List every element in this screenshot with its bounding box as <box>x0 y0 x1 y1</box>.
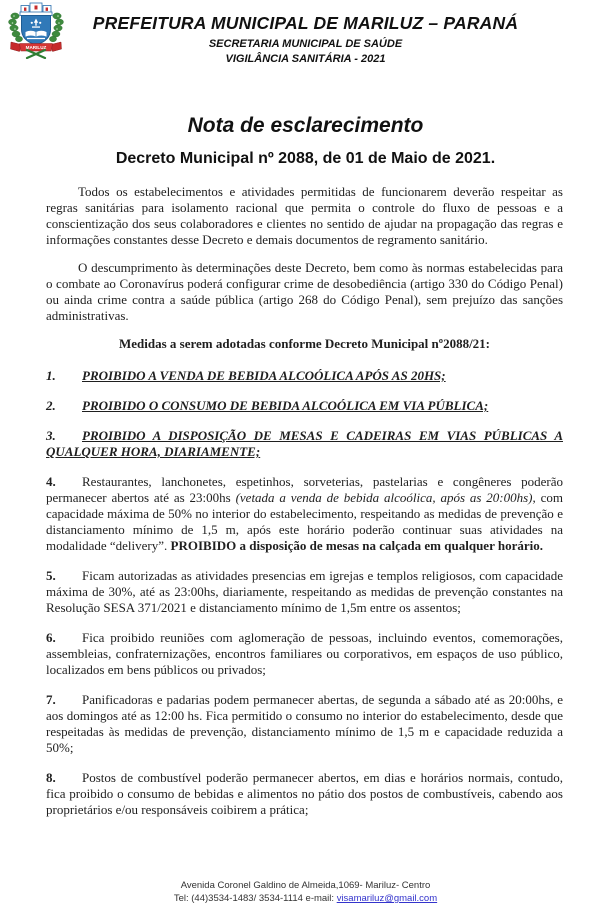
item-number: 1. <box>46 368 56 383</box>
item-number: 6. <box>46 630 56 645</box>
decree-item <box>46 428 563 460</box>
item-number: 2. <box>46 398 56 413</box>
decree-item <box>46 692 563 756</box>
decree-item <box>46 770 563 818</box>
measures-heading: Medidas a serem adotadas conforme Decreto Municipal nº2088/21: <box>118 336 491 351</box>
department: SECRETARIA MUNICIPAL DE SAÚDE <box>208 38 403 50</box>
shield <box>22 16 51 46</box>
letterhead <box>0 0 611 70</box>
org-name: PREFEITURA MUNICIPAL DE MARILUZ – PARANÁ <box>92 13 519 33</box>
letterhead-text <box>0 12 611 66</box>
text-segment: PROIBIDO A DISPOSIÇÃO DE MESAS E CADEIRAS EM VIAS PÚBLICAS A QUALQUER HORA, DIARIAMENTE; <box>46 428 563 459</box>
decree-item <box>46 630 563 678</box>
ribbon-text: MARILUZ <box>25 45 47 50</box>
text-segment: Todos os estabelecimentos e atividades permitidas de funcionarem deverão respeitar as regras sanitárias para isolamento racional que permita o controle do fluxo de pessoas e a conscientização dos seus colaboradores e clientes no sentido de ajudar na propagação das regras e informações constantes desse Decreto e demais documentos de regramento sanitário. <box>46 184 563 247</box>
footer-contact <box>0 892 611 905</box>
item-number: 5. <box>46 568 56 583</box>
item-number: 4. <box>46 474 56 489</box>
text-segment: Ficam autorizadas as atividades presencias em igrejas e templos religiosos, com capacidade máxima de 30%, até as 23:00hs, diariamente, respeitando as medidas de prevenção constantes na Resolução SESA 371/2021 e distanciamento mínimo de 1,5m entre os assentos; <box>46 568 563 615</box>
item-number: 8. <box>46 770 56 785</box>
text-segment: Panificadoras e padarias podem permanecer abertas, de segunda a sábado até as 20:00hs, e aos domingos até as 12:00 hs. Fica permitido o consumo no interior do estabelecimento, desde que respeitadas às medidas de prevenção, distanciamento mínimo de 1,5 m e capacidade reduzida a 50%; <box>46 692 563 755</box>
decree-item <box>46 368 563 384</box>
text-segment: Restaurantes, lanchonetes, espetinhos, sorveterias, pastelarias e congêneres poderão permanecer abertos até as 23:00hs <box>46 474 563 505</box>
footer-address: Avenida Coronel Galdino de Almeida,1069- Mariluz- Centro <box>180 880 431 891</box>
mariluz-coat-of-arms-icon <box>8 2 64 59</box>
text-segment: Fica proibido reuniões com aglomeração de pessoas, incluindo eventos, comemorações, assembleias, confraternizações, encontros familiares ou corporativos, em espaços de uso público, localizados em bens públicos ou privados; <box>46 630 563 677</box>
decree-item <box>46 568 563 616</box>
decree-item <box>46 474 563 554</box>
decree-item <box>46 398 563 414</box>
paragraph <box>46 260 563 324</box>
ribbon <box>11 42 62 52</box>
text-segment: (vetada a venda de bebida alcoólica, após as 20:00hs), <box>235 490 536 505</box>
document-title: Nota de esclarecimento <box>187 114 424 137</box>
paragraph <box>46 184 563 248</box>
email-link[interactable]: visamariluz@gmail.com <box>336 893 438 904</box>
text-segment: Postos de combustível poderão permanecer abertos, em dias e horários normais, contudo, fica proibido o consumo de bebidas e alimentos no pátio dos postos de combustíveis, cabendo aos proprietários e/ou responsáveis coibirem a prática; <box>46 770 563 817</box>
text-segment: O descumprimento às determinações deste Decreto, bem como às normas estabelecidas para o combate ao Coronavírus poderá configurar crime de desobediência (artigo 330 do Código Penal) ou ainda crime contra a saúde pública (artigo 268 do Código Penal), sem prejuízo das sanções administrativas. <box>46 260 563 323</box>
footer-contact-prefix: Tel: (44)3534-1483/ 3534-1114 e-mail: <box>173 893 337 904</box>
document-footer <box>0 879 611 905</box>
decree-items <box>46 368 563 818</box>
text-segment: PROIBIDO O CONSUMO DE BEBIDA ALCOÓLICA EM VIA PÚBLICA; <box>82 398 489 413</box>
document-body <box>46 184 563 818</box>
division: VIGILÂNCIA SANITÁRIA - 2021 <box>225 53 386 65</box>
item-number: 7. <box>46 692 56 707</box>
text-segment: com capacidade máxima de 50% no interior do estabelecimento, respeitando as medidas de prevenção e distanciamento mínimo de 1,5 m, após este horário poderão continuar suas atividades na modalidade “delivery”. <box>46 490 563 553</box>
decree-subtitle: Decreto Municipal nº 2088, de 01 de Maio de 2021. <box>115 150 496 167</box>
item-number: 3. <box>46 428 56 443</box>
body-paragraphs <box>46 184 563 324</box>
text-segment: PROIBIDO a disposição de mesas na calçada em qualquer horário. <box>170 538 543 553</box>
text-segment: PROIBIDO A VENDA DE BEBIDA ALCOÓLICA APÓS AS 20HS; <box>82 368 446 383</box>
